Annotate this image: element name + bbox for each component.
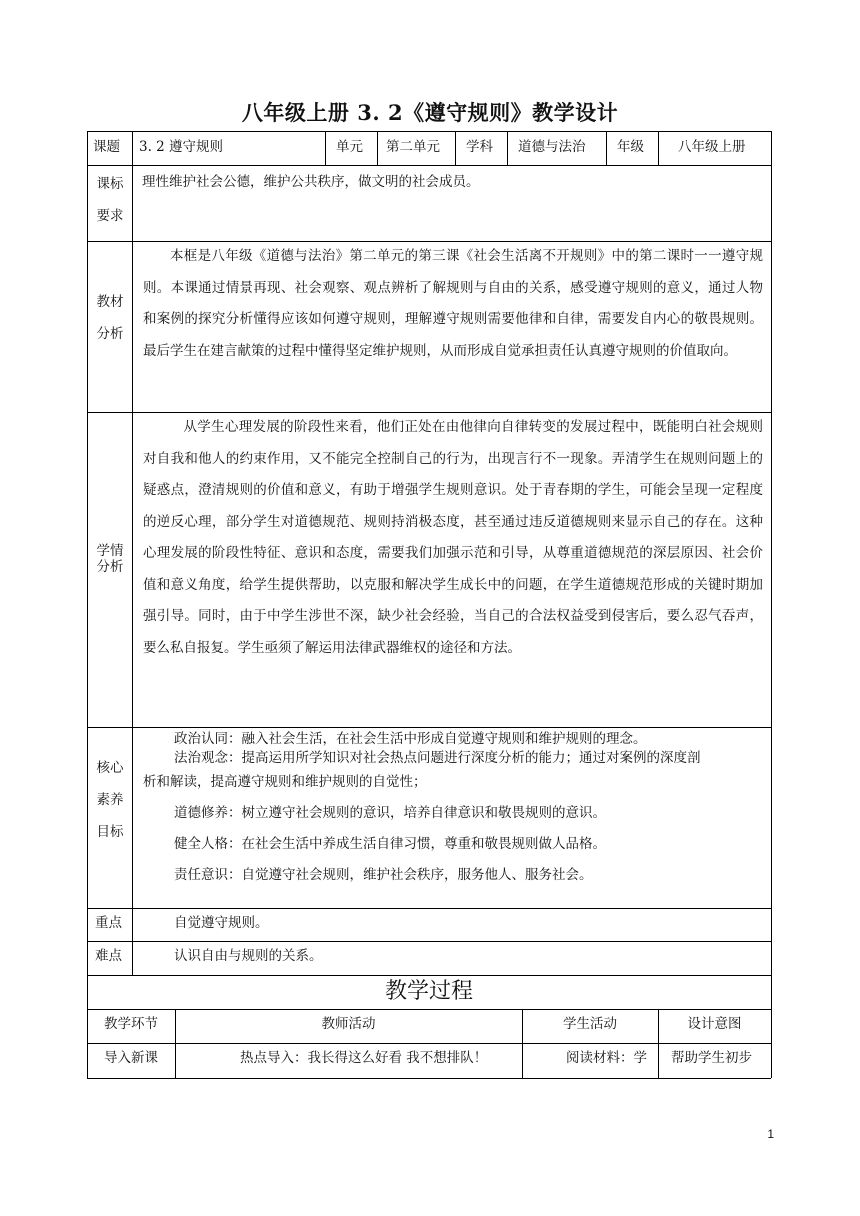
standard-label-1: 课标	[96, 176, 124, 192]
standard-text: 理性维护社会公德，维护公共秩序，做文明的社会成员。	[142, 174, 480, 190]
grade-value: 八年级上册	[678, 139, 746, 155]
textbook-label-1: 教材	[96, 294, 124, 310]
core-law-2: 析和解读，提高遵守规则和维护规则的自觉性；	[143, 774, 427, 790]
difficulty-text: 认识自由与规则的关系。	[174, 948, 323, 964]
core-responsibility: 责任意识：自觉遵守社会规则，维护社会秩序，服务他人、服务社会。	[174, 867, 593, 883]
textbook-text: 本框是八年级《道德与法治》第二单元的第三课《社会生活离不开规则》中的第二课时一一遵守规则。本课通过情景再现、社会观察、观点辨析了解规则与自由的关系，感受遵守规则的意义，通过人物和案例的探究分析懂得应该如何遵守规则，理解遵守规则需要他律和自律，需要发自内心的敬畏规则。最后学生在建言献策的过程中懂得坚定维护规则，从而形成自觉承担责任认真遵守规则的价值取向。	[143, 248, 763, 359]
learner-label-2: 分析	[96, 559, 124, 575]
textbook-label-2: 分析	[96, 326, 124, 342]
core-law-1: 法治观念：提高运用所学知识对社会热点问题进行深度分析的能力；通过对案例的深度剖	[174, 750, 701, 766]
difficulty-label: 难点	[95, 948, 122, 964]
core-political: 政治认同：融入社会生活，在社会生活中形成自觉遵守规则和维护规则的理念。	[174, 731, 647, 747]
process-row-stage: 导入新课	[104, 1050, 158, 1066]
learner-label-1: 学情	[96, 543, 124, 559]
page-number: 1	[767, 1127, 774, 1141]
learner-text: 从学生心理发展的阶段性来看，他们正处在由他律向自律转变的发展过程中，既能明白社会规则对自我和他人的约束作用，又不能完全控制自己的行为，出现言行不一现象。弄清学生在规则问题上的疑惑点，澄清规则的价值和意义，有助于增强学生规则意识。处于青春期的学生，可能会呈现一定程度的逆反心理，部分学生对道德规范、规则持消极态度，甚至通过违反道德规则来显示自己的存在。这种心理发展的阶段性特征、意识和态度，需要我们加强示范和引导，从尊重道德规范的深层原因、社会价值和意义角度，给学生提供帮助，以克服和解决学生成长中的问题，在学生道德规范形成的关键时期加强引导。同时，由于中学生涉世不深，缺少社会经验，当自己的合法权益受到侵害后，要么忍气吞声，要么私自报复。学生亟须了解运用法律武器维权的途径和方法。	[143, 419, 763, 656]
process-row-student: 阅读材料：学	[566, 1050, 647, 1066]
process-row-teacher: 热点导入：我长得这么好看 我不想排队！	[240, 1050, 488, 1066]
key-point-label: 重点	[95, 915, 122, 931]
standard-label-2: 要求	[96, 208, 124, 224]
core-label-1: 核心	[96, 760, 124, 776]
process-col-intent: 设计意图	[687, 1016, 742, 1032]
topic-value: 3. 2 遵守规则	[139, 139, 224, 155]
page-title: 八年级上册 3. 2《遵守规则》教学设计	[241, 100, 619, 125]
subject-value: 道德与法治	[518, 139, 586, 155]
core-moral: 道德修养：树立遵守社会规则的意识，培养自律意识和敬畏规则的意识。	[174, 805, 606, 821]
unit-value: 第二单元	[386, 139, 440, 155]
grade-label: 年级	[617, 139, 644, 155]
process-col-stage: 教学环节	[104, 1016, 158, 1032]
subject-label: 学科	[466, 139, 493, 155]
core-label-2: 素养	[96, 792, 124, 808]
unit-label: 单元	[336, 139, 363, 155]
key-point-text: 自觉遵守规则。	[174, 915, 269, 931]
process-col-student: 学生活动	[563, 1016, 617, 1032]
process-heading: 教学过程	[384, 979, 473, 1004]
topic-label: 课题	[93, 139, 120, 155]
process-col-teacher: 教师活动	[321, 1016, 376, 1032]
process-row-intent: 帮助学生初步	[671, 1050, 752, 1066]
core-personality: 健全人格：在社会生活中养成生活自律习惯，尊重和敬畏规则做人品格。	[174, 836, 606, 852]
core-label-3: 目标	[96, 824, 124, 840]
